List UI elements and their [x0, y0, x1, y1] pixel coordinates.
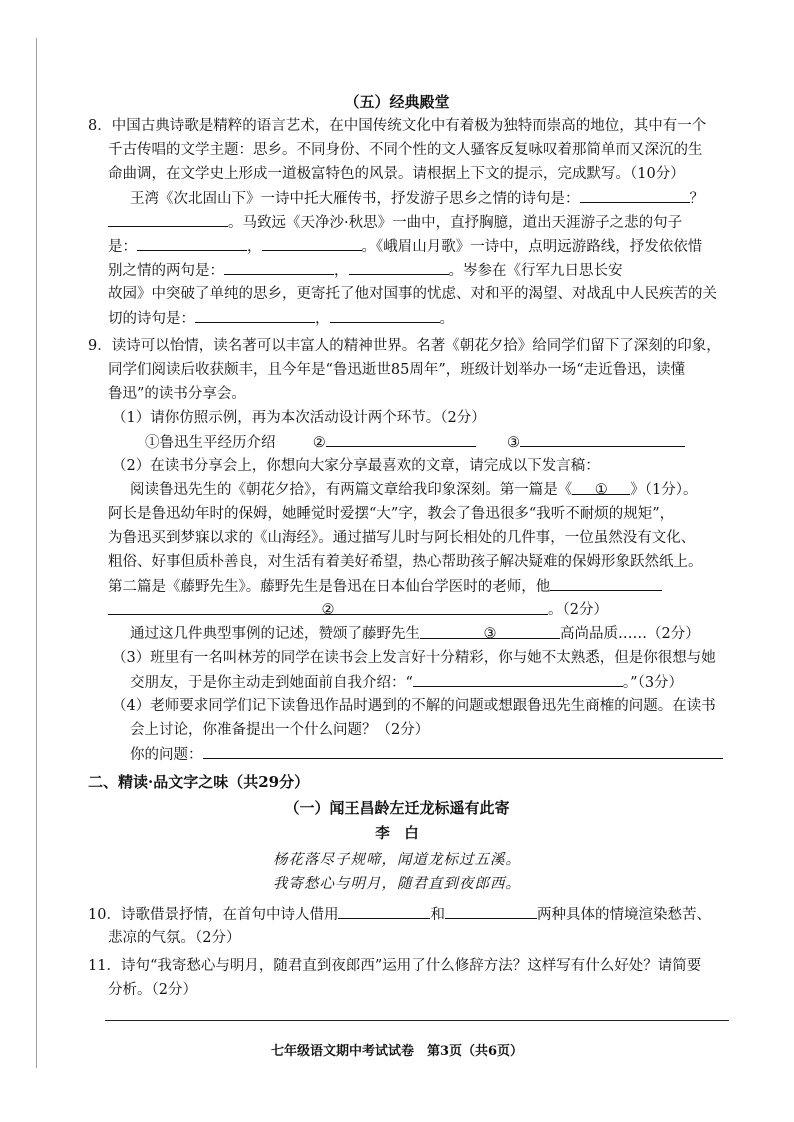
- q8-text: ？: [689, 191, 704, 207]
- q9-speech-3: 为鲁迅买到梦寐以求的《山海经》。通过描写儿时与阿长相处的几件事，一位虽然没有文化、: [108, 530, 696, 546]
- q8-text: 故园》中突破了单纯的思乡，更寄托了他对国事的忧虑、对和平的渴望、对战乱中人民疾苦的关: [108, 286, 717, 302]
- q9-blank-mark-1[interactable]: ①: [572, 478, 630, 495]
- q8-text: 切的诗句是：: [108, 311, 195, 327]
- q9-item-3-label: ③: [506, 435, 520, 451]
- poem-author: 李 白: [375, 825, 419, 842]
- q9-text: 。”（3分）: [622, 675, 684, 691]
- q9-intro-blank[interactable]: [413, 670, 623, 687]
- q10-text: 两种具体的情境渲染愁苦、: [536, 907, 711, 923]
- answer-line[interactable]: [105, 1020, 729, 1021]
- q9-text: 第二篇是《藤野先生》。藤野先生是鲁迅在日本仙台学医时的老师，他: [108, 579, 551, 595]
- q9-item-3-blank[interactable]: [520, 430, 685, 447]
- poem-verse-2: 我寄愁心与明月，随君直到夜郎西。: [273, 876, 521, 892]
- q9-text: 阅读鲁迅先生的《朝花夕拾》，有两篇文章给我印象深刻。第一篇是《: [130, 482, 573, 498]
- q8-text: ，: [334, 263, 349, 279]
- q9-speech-2: 阿长是鲁迅幼年时的保姆，她睡觉时爱摆“大”字，教会了鲁迅很多“我听不耐烦的规矩”，: [108, 506, 675, 522]
- q9-speech-5: [108, 574, 662, 599]
- q9-sub-3-line-1: （3）班里有一名叫林芳的同学在读书会上发言好十分精彩，你与她不太熟悉，但是你很想与她: [112, 650, 716, 666]
- q9-item-1: ①鲁迅生平经历介绍: [145, 435, 276, 451]
- q8-blank-8[interactable]: [330, 306, 440, 323]
- q8-blank-3[interactable]: [137, 234, 247, 251]
- q8-blank-4[interactable]: [262, 234, 362, 251]
- q9-speech-4: 粗俗、好事但质朴善良，对生活有着美好希望，热心帮助孩子解决疑难的保姆形象跃然纸上。: [108, 554, 703, 570]
- q8-prompt-4: [108, 258, 623, 283]
- q9-text: 交朋友，于是你主动走到她面前自我介绍：“: [130, 675, 413, 691]
- part-2-title: 二、精读·品文字之味（共29分）: [88, 773, 310, 791]
- page-footer: 七年级语文期中考试试卷 第3页（共6页）: [270, 1044, 524, 1059]
- q9-line-1: 9．读诗可以怡情，读名著可以丰富人的精神世界。名著《朝花夕拾》给同学们留下了深刻的印象，: [88, 338, 721, 354]
- q9-speech-6: [108, 598, 608, 622]
- q9-sub-4-line-2: 会上讨论，你准备提出一个什么问题？（2分）: [130, 722, 430, 738]
- q9-sub-4-line-1: （4）老师要求同学们记下读鲁迅作品时遇到的不解的问题或想跟鲁迅先生商榷的问题。在读书: [112, 698, 716, 714]
- q8-blank-7[interactable]: [195, 306, 315, 323]
- q9-sub-4-line-3: [130, 742, 723, 767]
- q8-prompt-3: [108, 234, 702, 259]
- q9-sub-2: （2）在读书分享会上，你想向大家分享最喜欢的文章，请完成以下发言稿：: [112, 458, 600, 474]
- q11-line-1: 11．诗句“我寄愁心与明月，随君直到夜郎西”运用了什么修辞方法？这样写有什么好处？请简要: [88, 958, 702, 974]
- q8-blank-6[interactable]: [349, 258, 449, 275]
- q8-text: 。岑参在《行军九日思长安: [448, 263, 623, 279]
- q9-question-blank[interactable]: [203, 742, 723, 759]
- q9-sub-3-line-2: [130, 670, 683, 695]
- q9-text: 高尚品质……（2分）: [560, 626, 700, 642]
- q9-blank-mark-2[interactable]: ②: [108, 598, 548, 615]
- q8-text: 。: [439, 311, 454, 327]
- q9-item-2-blank[interactable]: [326, 430, 476, 447]
- q9-text: 通过这几件典型事例的记述，赞颂了藤野先生: [130, 626, 420, 642]
- q10-text: 10．诗歌借景抒情，在首句中诗人借用: [88, 907, 339, 923]
- q8-blank-2[interactable]: [108, 210, 228, 227]
- q10-line-1: [88, 902, 711, 927]
- q8-blank-1[interactable]: [580, 186, 690, 203]
- q8-text: 是：: [108, 239, 137, 255]
- q9-line-3: 鲁迅”的读书分享会。: [108, 386, 246, 402]
- q9-speech-7: [130, 622, 700, 646]
- q8-line-3: 命曲调，在文学史上形成一道极富特色的风景。请根据上下文的提示，完成默写。（10分）: [108, 166, 685, 182]
- page-edge-line: [36, 38, 37, 1068]
- q9-sub-1-items: [145, 430, 685, 455]
- q8-prompt-1: [130, 186, 704, 211]
- q8-blank-5[interactable]: [224, 258, 334, 275]
- q9-line-2: 同学们阅读后收获颇丰，且今年是“鲁迅逝世85周年”，班级计划举办一场“走近鲁迅，读懂: [108, 362, 686, 378]
- section-title-classics: （五）经典殿堂: [344, 93, 450, 111]
- q9-speech-1: [130, 478, 697, 502]
- q8-text: ，: [315, 311, 330, 327]
- q9-item-2-label: ②: [312, 435, 326, 451]
- q8-line-2: 千古传唱的文学主题：思乡。不同身份、不同个性的文人骚客反复咏叹着那简单而又深沉的生: [108, 142, 703, 158]
- poem-title: （一）闻王昌龄左迁龙标遥有此寄: [284, 799, 510, 817]
- q8-line-1: 8．中国古典诗歌是精粹的语言艺术，在中国传统文化中有着极为独特而崇高的地位，其中有一个: [88, 118, 707, 134]
- q9-text: 》（1分）。: [630, 482, 698, 498]
- q10-line-2: 悲凉的气氛。（2分）: [108, 930, 241, 946]
- q9-text: 。（2分）: [548, 602, 608, 618]
- q8-prompt-6: [108, 306, 454, 331]
- q8-text: ，: [247, 239, 262, 255]
- q8-text: 王湾《次北固山下》一诗中托大雁传书，抒发游子思乡之情的诗句是：: [130, 191, 580, 207]
- q9-question-label: 你的问题：: [130, 747, 203, 763]
- q10-blank-2[interactable]: [445, 902, 537, 919]
- q11-line-2: 分析。（2分）: [108, 982, 197, 998]
- q9-sub-1: （1）请你仿照示例，再为本次活动设计两个环节。（2分）: [112, 410, 486, 426]
- q10-text: 和: [430, 907, 445, 923]
- q9-blank-mark-3[interactable]: ③: [420, 622, 560, 639]
- q8-text: 。马致远《天净沙·秋思》一曲中，直抒胸臆，道出天涯游子之悲的句子: [228, 215, 683, 231]
- q8-prompt-2: [108, 210, 682, 235]
- q8-text: 。《峨眉山月歌》一诗中，点明远游路线，抒发依依惜: [361, 239, 703, 255]
- q9-blank-mark-2a[interactable]: [550, 574, 662, 591]
- q10-blank-1[interactable]: [338, 902, 430, 919]
- q8-prompt-5: [108, 282, 717, 306]
- poem-verse-1: 杨花落尽子规啼，闻道龙标过五溪。: [273, 852, 521, 868]
- q8-text: 别之情的两句是：: [108, 263, 224, 279]
